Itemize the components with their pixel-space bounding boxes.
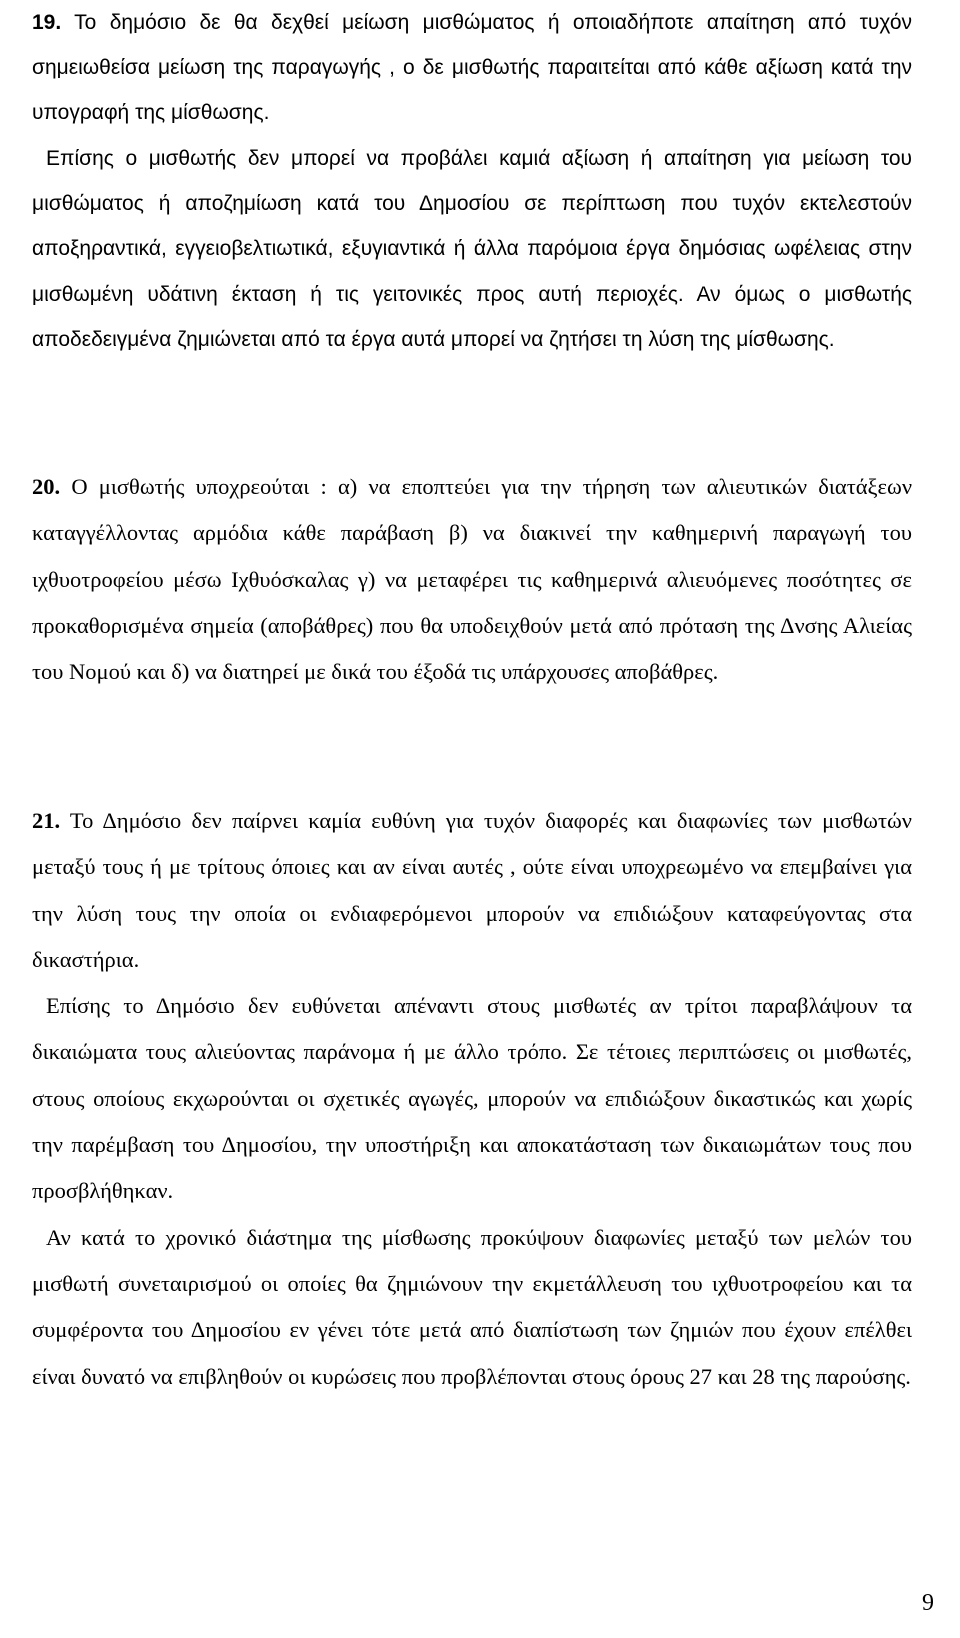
clause-19 — [32, 0, 912, 136]
clause-20-text: Ο μισθωτής υποχρεούται : α) να εποπτεύει για την τήρηση των αλιευτικών διατάξεων καταγγέλλοντας αρμόδια κάθε παράβαση β) να διακινεί την καθημερινή παραγωγή του ιχθυοτροφείου μέσω Ιχθυόσκαλας γ) να μεταφέρει τις καθημερινά αλιευόμενες ποσότητες σε προκαθορισμένα σημεία (αποβάθρες) που θα υποδειχθούν μετά από πρόταση της Δνσης Αλιείας του Νομού και δ) να διατηρεί με δικά του έξοδά τις υπάρχουσες αποβάθρες. — [32, 474, 912, 685]
page-number: 9 — [922, 1590, 934, 1616]
clause-21-paragraph-1 — [32, 798, 912, 983]
clause-20-paragraph — [32, 464, 912, 695]
clause-21 — [32, 798, 912, 1400]
clause-19-paragraph-1 — [32, 0, 912, 136]
clause-19-text-1: Το δημόσιο δε θα δεχθεί μείωση μισθώματος ή οποιαδήποτε απαίτηση από τυχόν σημειωθείσα μείωση της παραγωγής , ο δε μισθωτής παραιτείται από κάθε αξίωση κατά την υπογραφή της μίσθωσης. — [32, 11, 912, 125]
clause-21-paragraph-2: Επίσης το Δημόσιο δεν ευθύνεται απέναντι στους μισθωτές αν τρίτοι παραβλάψουν τα δικαιώματα τους αλιεύοντας παράνομα ή με άλλο τρόπο. Σε τέτοιες περιπτώσεις οι μισθωτές, στους οποίους εκχωρούνται οι σχετικές αγωγές, μπορούν να επιδιώξουν δικαστικώς και χωρίς την παρέμβαση του Δημοσίου, την υποστήριξη και αποκατάσταση των δικαιωμάτων τους που προσβλήθηκαν. — [32, 993, 912, 1204]
clause-20-number: 20. — [32, 474, 61, 499]
clause-19-number: 19. — [32, 11, 62, 34]
clause-21-number: 21. — [32, 808, 61, 833]
clause-19-continued — [32, 136, 912, 362]
clause-20 — [32, 464, 912, 695]
clause-19-paragraph-2: Επίσης ο μισθωτής δεν μπορεί να προβάλει καμιά αξίωση ή απαίτηση για μείωση του μισθώματος ή αποζημίωση κατά του Δημοσίου σε περίπτωση που τυχόν εκτελεστούν αποξηραντικά, εγγειοβελτιωτικά, εξυγιαντικά ή άλλα παρόμοια έργα δημόσιας ωφέλειας στην μισθωμένη υδάτινη έκταση ή τις γειτονικές προς αυτή περιοχές. Αν όμως ο μισθωτής αποδεδειγμένα ζημιώνεται από τα έργα αυτά μπορεί να ζητήσει τη λύση της μίσθωσης. — [32, 147, 912, 351]
clause-21-paragraph-3: Αν κατά το χρονικό διάστημα της μίσθωσης προκύψουν διαφωνίες μεταξύ των μελών του μισθωτή συνεταιρισμού οι οποίες θα ζημιώνουν την εκμετάλλευση του ιχθυοτροφείου και τα συμφέροντα του Δημοσίου εν γένει τότε μετά από διαπίστωση των ζημιών που έχουν επέλθει είναι δυνατό να επιβληθούν οι κυρώσεις που προβλέπονται στους όρους 27 και 28 της παρούσης. — [32, 1224, 912, 1389]
clause-21-text-1: Το Δημόσιο δεν παίρνει καμία ευθύνη για τυχόν διαφορές και διαφωνίες των μισθωτών μεταξύ τους ή με τρίτους όποιες και αν είναι αυτές , ούτε είναι υποχρεωμένο να επεμβαίνει για την λύση τους την οποία οι ενδιαφερόμενοι μπορούν να επιδιώξουν καταφεύγοντας στα δικαστήρια. — [32, 808, 912, 972]
